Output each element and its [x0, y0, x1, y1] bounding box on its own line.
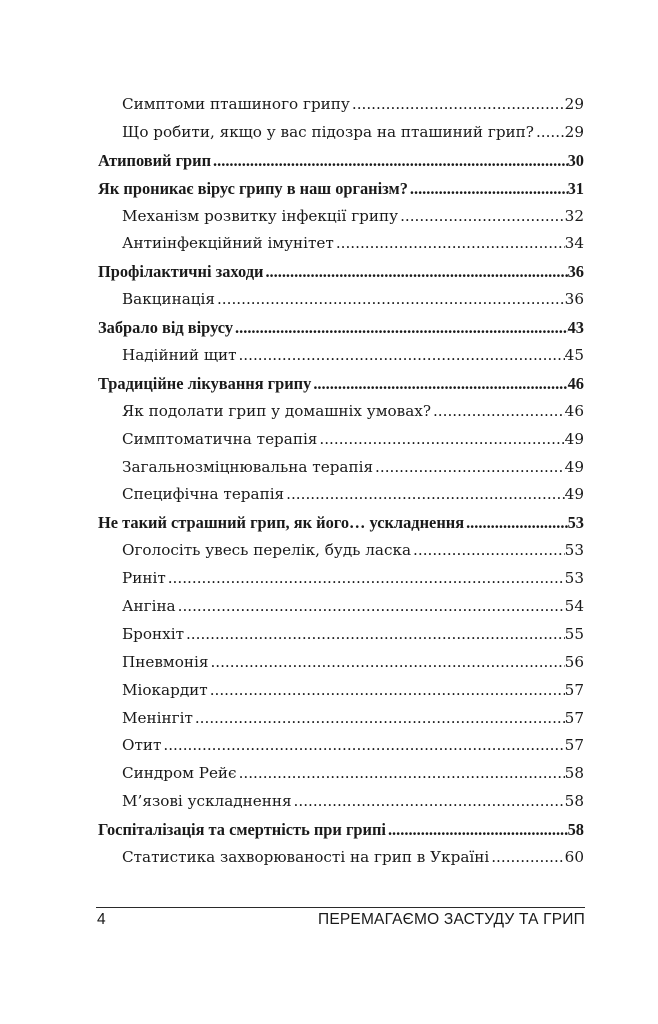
- toc-chapter: [98, 816, 584, 844]
- toc-entry-page: 53: [567, 513, 584, 533]
- dot-leader: [208, 649, 564, 677]
- toc-section: [98, 677, 584, 705]
- toc-entry-page: 53: [564, 541, 584, 560]
- dot-leader: [161, 732, 564, 760]
- toc-chapter: [98, 509, 584, 537]
- toc-entry-page: 31: [567, 178, 584, 198]
- toc-entry-page: 53: [564, 569, 584, 588]
- toc-entry-title: М’язові ускладнення: [122, 792, 292, 811]
- dot-leader: [464, 509, 568, 537]
- dot-leader: [398, 203, 565, 231]
- toc-chapter: [98, 314, 584, 342]
- toc-section: [98, 760, 584, 788]
- toc-entry-page: 60: [564, 848, 584, 867]
- toc-entry-page: 46: [567, 373, 584, 393]
- toc-section: [98, 230, 584, 258]
- dot-leader: [236, 342, 564, 370]
- dot-leader: [534, 119, 565, 147]
- dot-leader: [431, 398, 565, 426]
- toc-entry-page: 55: [564, 624, 584, 643]
- dot-leader: [193, 705, 565, 733]
- dot-leader: [292, 788, 565, 816]
- toc-entry-page: 49: [564, 429, 584, 448]
- toc-section: [98, 203, 584, 231]
- toc-entry-page: 34: [564, 234, 584, 253]
- toc-entry-title: Оголосіть увесь перелік, будь ласка: [122, 541, 412, 560]
- toc-entry-page: 58: [567, 820, 584, 840]
- toc-entry-page: 45: [564, 346, 584, 365]
- dot-leader: [408, 175, 568, 203]
- dot-leader: [208, 677, 565, 705]
- toc-section: [98, 844, 584, 872]
- toc-entry-page: 56: [564, 652, 584, 671]
- toc-entry-title: Вакцинація: [122, 290, 215, 309]
- dot-leader: [317, 426, 564, 454]
- table-of-contents: [98, 91, 584, 872]
- toc-section: [98, 286, 584, 314]
- dot-leader: [284, 481, 565, 509]
- toc-entry-title: Профілактичні заходи: [98, 262, 264, 282]
- toc-chapter: [98, 370, 584, 398]
- dot-leader: [334, 230, 565, 258]
- toc-entry-page: 29: [564, 95, 584, 113]
- dot-leader: [311, 370, 567, 398]
- toc-entry-title: Традиційне лікування грипу: [98, 373, 312, 393]
- toc-entry-title: Статистика захворюваності на грип в Україні: [122, 848, 490, 867]
- toc-entry-title: Антиінфекційний імунітет: [122, 234, 334, 253]
- toc-entry-page: 49: [564, 457, 584, 476]
- toc-entry-page: 57: [564, 680, 584, 699]
- toc-entry-title: Надійний щит: [122, 346, 237, 365]
- toc-section: [98, 398, 584, 426]
- toc-entry-page: 29: [564, 122, 584, 141]
- toc-entry-title: Як проникає вірус грипу в наш організм?: [98, 178, 408, 198]
- toc-entry-page: 36: [564, 290, 584, 309]
- dot-leader: [350, 91, 565, 119]
- toc-section: [98, 537, 584, 565]
- toc-section: [98, 119, 584, 147]
- dot-leader: [411, 537, 565, 565]
- toc-entry-page: 49: [564, 485, 584, 504]
- toc-section: [98, 621, 584, 649]
- toc-section: [98, 426, 584, 454]
- toc-section: [98, 732, 584, 760]
- dot-leader: [184, 621, 565, 649]
- toc-entry-title: Як подолати грип у домашніх умовах?: [122, 401, 431, 420]
- toc-entry-page: 32: [564, 206, 584, 225]
- toc-section: [98, 705, 584, 733]
- toc-entry-page: 57: [564, 736, 584, 755]
- toc-section: [98, 342, 584, 370]
- dot-leader: [215, 286, 565, 314]
- toc-entry-title: Госпіталізація та смертність при грипі: [98, 820, 386, 840]
- toc-entry-title: Специфічна терапія: [122, 485, 285, 504]
- toc-entry-page: 30: [567, 150, 584, 170]
- dot-leader: [373, 454, 565, 482]
- toc-entry-page: 43: [567, 318, 584, 338]
- dot-leader: [166, 565, 565, 593]
- toc-entry-title: Міокардит: [122, 680, 208, 699]
- toc-section: [98, 788, 584, 816]
- toc-chapter: [98, 175, 584, 203]
- toc-chapter: [98, 147, 584, 175]
- toc-entry-page: 46: [564, 401, 584, 420]
- toc-entry-title: Що робити, якщо у вас підозра на пташиний грип?: [122, 122, 534, 141]
- toc-section: [98, 593, 584, 621]
- toc-entry-page: 58: [564, 792, 584, 811]
- dot-leader: [233, 314, 568, 342]
- dot-leader: [263, 258, 567, 286]
- toc-entry-title: Забрало від вірусу: [98, 318, 234, 338]
- footer-book-title: ПЕРЕМАГАЄМО ЗАСТУДУ ТА ГРИП: [317, 911, 585, 928]
- dot-leader: [176, 593, 565, 621]
- dot-leader: [237, 760, 565, 788]
- toc-entry-page: 58: [564, 764, 584, 783]
- dot-leader: [211, 147, 568, 175]
- toc-entry-title: Не такий страшний грип, як його… ускладнення: [98, 513, 465, 533]
- toc-entry-title: Атиповий грип: [98, 150, 212, 170]
- toc-entry-title: Ангіна: [122, 597, 176, 616]
- footer-divider: [96, 907, 585, 908]
- toc-entry-title: Синдром Рейє: [122, 764, 237, 783]
- toc-entry-title: Отит: [122, 736, 162, 755]
- toc-chapter: [98, 258, 584, 286]
- toc-section: [98, 565, 584, 593]
- toc-section: [98, 91, 584, 119]
- toc-entry-title: Симптоматична терапія: [122, 429, 318, 448]
- toc-section: [98, 649, 584, 677]
- toc-entry-page: 36: [567, 262, 584, 282]
- toc-entry-title: Менінгіт: [122, 708, 193, 727]
- toc-section: [98, 454, 584, 482]
- toc-entry-title: Симптоми пташиного грипу: [122, 95, 350, 113]
- toc-entry-title: Пневмонія: [122, 652, 209, 671]
- dot-leader: [386, 816, 568, 844]
- toc-entry-page: 54: [564, 597, 584, 616]
- toc-entry-title: Загальнозміцнювальна терапія: [122, 457, 374, 476]
- dot-leader: [489, 844, 564, 872]
- footer-page-number: 4: [97, 911, 106, 928]
- toc-entry-title: Механізм розвитку інфекції грипу: [122, 206, 399, 225]
- toc-entry-page: 57: [564, 708, 584, 727]
- toc-entry-title: Бронхіт: [122, 624, 184, 643]
- toc-entry-title: Риніт: [122, 569, 166, 588]
- toc-section: [98, 481, 584, 509]
